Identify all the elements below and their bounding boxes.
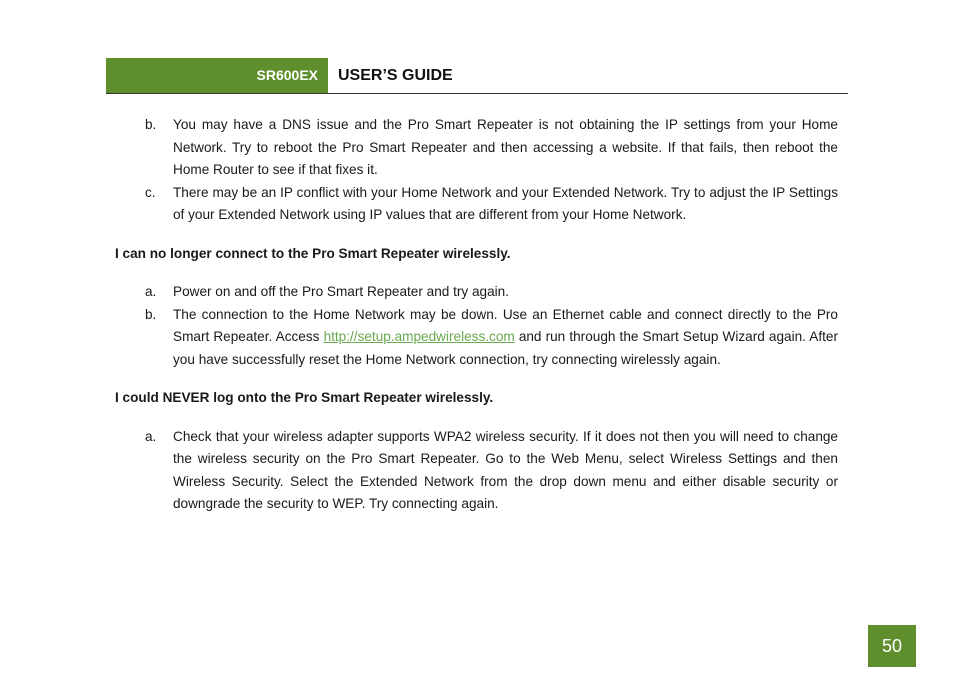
- list-item: [115, 182, 838, 227]
- list-item: [115, 304, 838, 372]
- guide-title: USER’S GUIDE: [338, 67, 453, 84]
- header-divider: [106, 93, 848, 94]
- list-item-text-before: The connection to the Home Network may be down. Use an Ethernet cable and connect directly to the Pro Smart Repeater. Access: [173, 306, 838, 344]
- never-log-on-list: [115, 426, 838, 516]
- dns-issue-list: [115, 114, 838, 227]
- list-item-text: Check that your wireless adapter supports WPA2 wireless security. If it does not then you will need to change the wireless security on the Pro Smart Repeater. Go to the Web Menu, select Wireless Settings and then Wireless Security. Select the Extended Network from the drop down menu and either disable security or downgrade the security to WEP. Try connecting again.: [173, 428, 838, 511]
- list-item: [115, 426, 838, 516]
- list-item: [115, 281, 838, 304]
- page-number-box: [868, 625, 916, 667]
- list-marker: c.: [145, 184, 156, 200]
- list-marker: a.: [145, 284, 157, 299]
- page-content: [115, 114, 838, 516]
- list-marker: a.: [145, 428, 157, 444]
- list-item-text: [173, 304, 838, 372]
- list-item-text: You may have a DNS issue and the Pro Smart Repeater is not obtaining the IP settings from your Home Network. Try to reboot the Pro Smart Repeater and then accessing a website. If that fails, then reboot the Home Router to see if that fixes it.: [173, 117, 838, 177]
- list-item-text-after: and run through the Smart Setup Wizard again. After you have successfully reset the Home Network connection, try connecting wirelessly again.: [173, 329, 838, 367]
- setup-link[interactable]: http://setup.ampedwireless.com: [323, 329, 515, 344]
- list-item: [115, 114, 838, 182]
- header-model-bar: [106, 58, 328, 93]
- no-longer-connect-list: [115, 281, 838, 371]
- list-item-text: There may be an IP conflict with your Home Network and your Extended Network. Try to adjust the IP Settings of your Extended Network using IP values that are different from your Home Network.: [173, 184, 838, 222]
- model-label: SR600EX: [256, 67, 318, 83]
- section-heading-never-log-on: I could NEVER log onto the Pro Smart Repeater wirelessly.: [115, 390, 494, 405]
- page-number: 50: [881, 636, 903, 656]
- list-marker: b.: [145, 117, 157, 132]
- section-heading-no-longer-connect: I can no longer connect to the Pro Smart Repeater wirelessly.: [115, 245, 511, 261]
- list-item-text: Power on and off the Pro Smart Repeater and try again.: [173, 284, 510, 299]
- list-marker: b.: [145, 306, 157, 322]
